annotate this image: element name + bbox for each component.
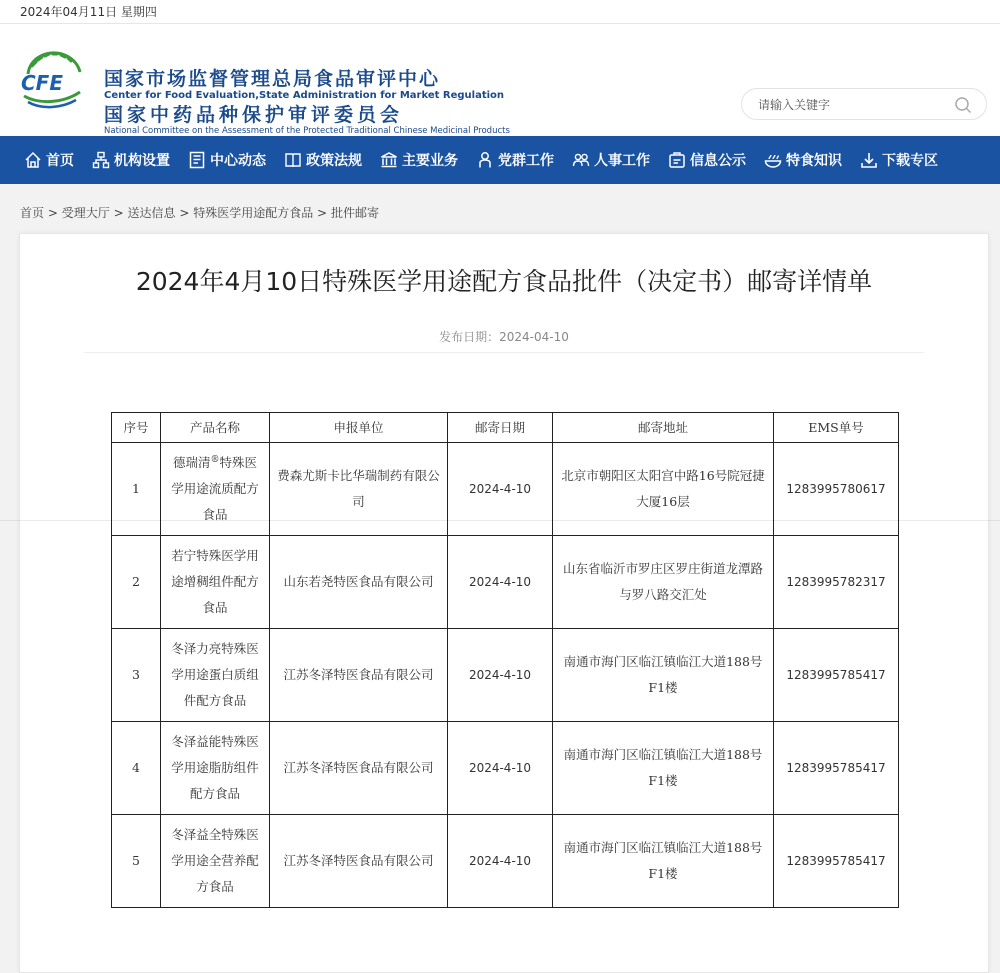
nav-label: 党群工作	[498, 153, 554, 169]
cell-applicant: 山东若尧特医食品有限公司	[270, 536, 448, 629]
cell-no: 1	[112, 443, 161, 536]
search-icon[interactable]	[954, 96, 972, 114]
publish-date: 发布日期：2024-04-10	[439, 330, 569, 344]
nav-item-center-news[interactable]	[188, 136, 266, 184]
breadcrumb-separator: >	[179, 206, 190, 220]
nav-label: 主要业务	[402, 153, 458, 169]
mailing-detail-table	[111, 412, 899, 908]
download-icon	[860, 151, 878, 169]
nav-item-info-notice[interactable]	[668, 136, 746, 184]
cell-ems-number: 1283995785417	[774, 815, 899, 908]
breadcrumb	[0, 184, 1000, 232]
column-header-applicant: 申报单位	[270, 413, 448, 443]
search-input[interactable]	[758, 95, 948, 115]
nav-label: 人事工作	[594, 153, 650, 169]
food-icon	[764, 151, 782, 169]
cell-applicant: 费森尤斯卡比华瑞制药有限公司	[270, 443, 448, 536]
column-header-mail-date: 邮寄日期	[448, 413, 553, 443]
cell-mail-date: 2024-4-10	[448, 629, 553, 722]
table-row	[112, 629, 899, 722]
nav-label: 中心动态	[210, 153, 266, 169]
nav-label: 信息公示	[690, 153, 746, 169]
breadcrumb-special-medical-food[interactable]: 特殊医学用途配方食品	[193, 206, 314, 220]
breadcrumb-home[interactable]: 首页	[20, 206, 45, 220]
cell-product: 冬泽力亮特殊医学用途蛋白质组件配方食品	[161, 629, 270, 722]
registered-mark: ®	[210, 454, 220, 465]
current-date: 2024年04月11日 星期四	[20, 5, 157, 19]
nav-item-policy[interactable]	[284, 136, 362, 184]
breadcrumb-separator: >	[47, 206, 58, 220]
article-panel	[19, 233, 989, 973]
cell-product	[161, 443, 270, 536]
nav-label: 机构设置	[114, 153, 170, 169]
cell-mail-date: 2024-4-10	[448, 536, 553, 629]
cell-ems-number: 1283995785417	[774, 629, 899, 722]
cell-ems-number: 1283995785417	[774, 722, 899, 815]
table-row	[112, 815, 899, 908]
org-name-en-primary: Center for Food Evaluation,State Administration for Market Regulation	[104, 90, 505, 101]
notice-icon	[668, 151, 686, 169]
breadcrumb-reception-hall[interactable]: 受理大厅	[61, 206, 110, 220]
cell-product: 冬泽益能特殊医学用途脂肪组件配方食品	[161, 722, 270, 815]
cell-product: 若宁特殊医学用途增稠组件配方食品	[161, 536, 270, 629]
news-icon	[188, 151, 206, 169]
product-name-rest: 特殊医学用途流质配方食品	[171, 455, 259, 522]
breadcrumb-separator: >	[317, 206, 328, 220]
cell-address: 山东省临沂市罗庄区罗庄街道龙潭路与罗八路交汇处	[553, 536, 774, 629]
cell-applicant: 江苏冬泽特医食品有限公司	[270, 815, 448, 908]
site-header	[0, 24, 1000, 136]
cell-product: 冬泽益全特殊医学用途全营养配方食品	[161, 815, 270, 908]
cell-applicant: 江苏冬泽特医食品有限公司	[270, 629, 448, 722]
cell-mail-date: 2024-4-10	[448, 722, 553, 815]
search-box[interactable]	[741, 88, 987, 120]
nav-item-home[interactable]	[24, 136, 74, 184]
cell-ems-number: 1283995782317	[774, 536, 899, 629]
logo-letters: CFE	[21, 71, 64, 95]
building-icon	[380, 151, 398, 169]
table-row	[112, 536, 899, 629]
table-row	[112, 722, 899, 815]
people-icon	[572, 151, 590, 169]
cell-address: 北京市朝阳区太阳宫中路16号院冠捷大厦16层	[553, 443, 774, 536]
org-name-cn-primary: 国家市场监督管理总局食品审评中心	[104, 68, 441, 90]
nav-label: 特食知识	[786, 153, 842, 169]
org-chart-icon	[92, 151, 110, 169]
cfe-logo[interactable]	[18, 44, 84, 114]
nav-item-food-knowledge[interactable]	[764, 136, 842, 184]
cell-applicant: 江苏冬泽特医食品有限公司	[270, 722, 448, 815]
cell-mail-date: 2024-4-10	[448, 443, 553, 536]
org-name-en-secondary: National Committee on the Assessment of the Protected Traditional Chinese Medicinal Products	[104, 126, 510, 136]
breadcrumb-approval-mailing[interactable]: 批件邮寄	[330, 206, 379, 220]
page-title: 2024年4月10日特殊医学用途配方食品批件（决定书）邮寄详情单	[135, 267, 873, 296]
nav-item-party-work[interactable]	[476, 136, 554, 184]
cell-no: 2	[112, 536, 161, 629]
nav-item-main-business[interactable]	[380, 136, 458, 184]
home-icon	[24, 151, 42, 169]
nav-item-organization[interactable]	[92, 136, 170, 184]
nav-label: 首页	[46, 153, 74, 169]
cell-no: 4	[112, 722, 161, 815]
nav-item-personnel[interactable]	[572, 136, 650, 184]
nav-item-downloads[interactable]	[860, 136, 938, 184]
product-name-prefix: 德瑞清	[172, 455, 211, 470]
cell-address: 南通市海门区临江镇临江大道188号F1楼	[553, 722, 774, 815]
breadcrumb-delivery-info[interactable]: 送达信息	[127, 206, 176, 220]
column-header-product: 产品名称	[161, 413, 270, 443]
column-header-address: 邮寄地址	[553, 413, 774, 443]
org-name-block	[104, 68, 510, 137]
column-header-no: 序号	[112, 413, 161, 443]
cell-address: 南通市海门区临江镇临江大道188号F1楼	[553, 815, 774, 908]
title-divider	[84, 352, 924, 353]
cell-address: 南通市海门区临江镇临江大道188号F1楼	[553, 629, 774, 722]
nav-label: 下载专区	[882, 153, 938, 169]
person-icon	[476, 151, 494, 169]
org-name-cn-secondary: 国家中药品种保护审评委员会	[104, 104, 404, 126]
cell-ems-number: 1283995780617	[774, 443, 899, 536]
breadcrumb-separator: >	[113, 206, 124, 220]
cell-no: 5	[112, 815, 161, 908]
policy-icon	[284, 151, 302, 169]
table-row	[112, 443, 899, 536]
cell-mail-date: 2024-4-10	[448, 815, 553, 908]
cell-no: 3	[112, 629, 161, 722]
main-nav	[0, 136, 1000, 184]
table-header-row	[112, 413, 899, 443]
column-header-ems: EMS单号	[774, 413, 899, 443]
top-date-bar	[0, 0, 1000, 24]
nav-label: 政策法规	[306, 153, 362, 169]
